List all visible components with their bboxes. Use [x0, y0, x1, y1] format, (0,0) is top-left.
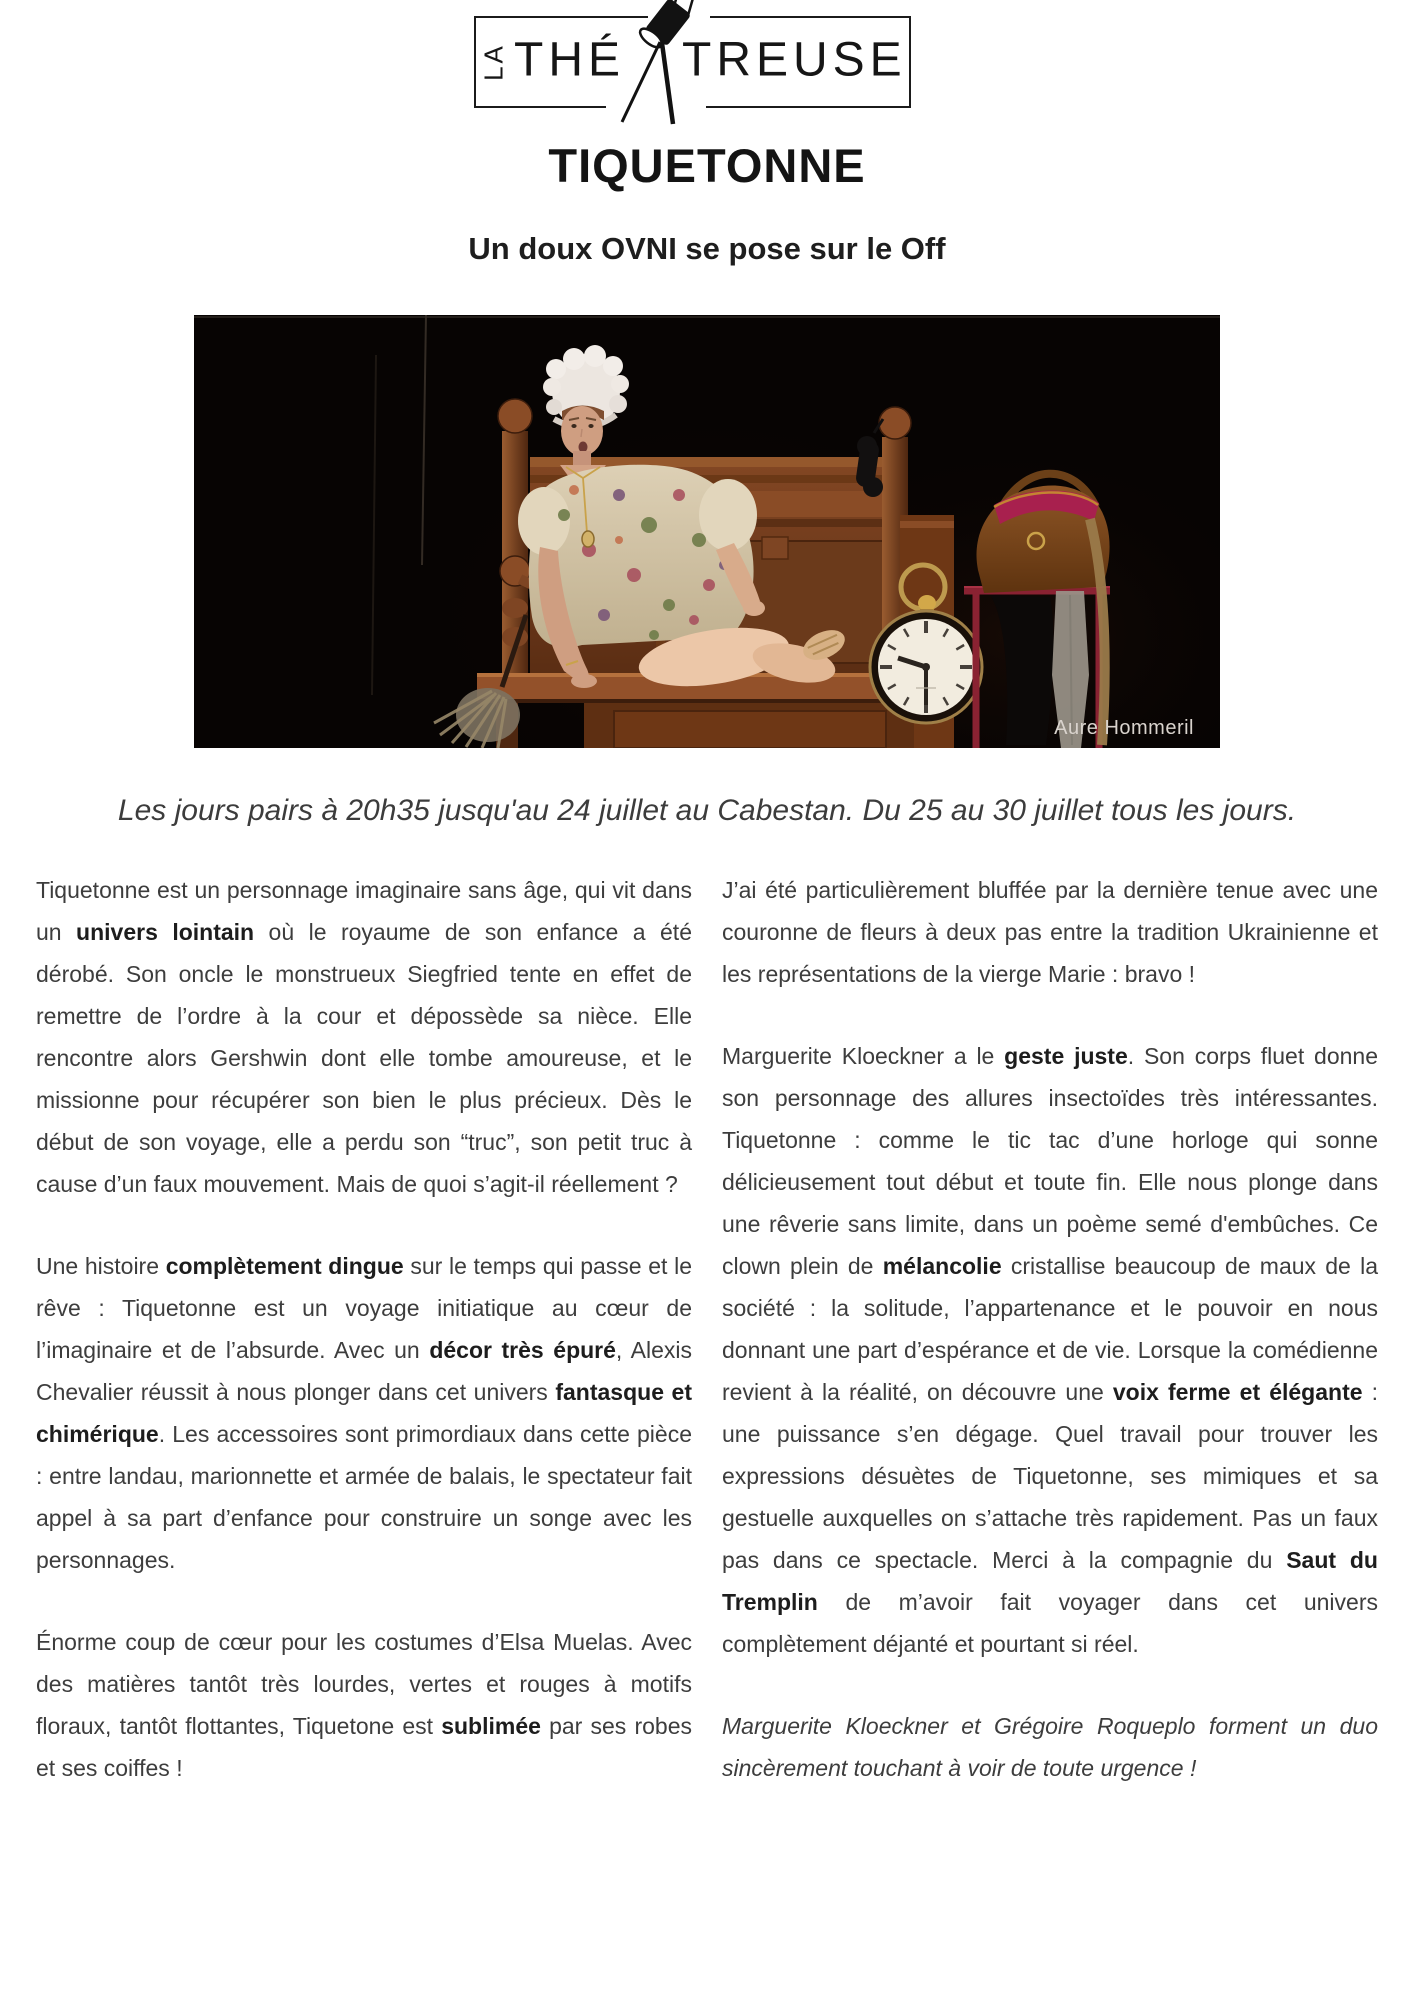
- logo-treuse-text: TREUSE: [682, 33, 907, 87]
- photo-credit: Aure Hommeril: [1054, 717, 1194, 739]
- logo-the-text: THÉ: [514, 33, 625, 87]
- logo-la-text: LA: [478, 43, 509, 81]
- paragraph: Une histoire complètement dingue sur le temps qui passe et le rêve : Tiquetonne est un voyage initiatique au cœur de l’imaginaire et de l’absurde. Avec un décor très épuré, Alexis Chevalier réussit à nous plonger dans cet univers fantasque et chimérique. Les accessoires sont primordiaux dans cette pièce : entre landau, marionnette et armée de balais, le spectateur fait appel à sa part d’enfance pour construire un songe avec les personnages.: [36, 1253, 692, 1573]
- show-photo: [194, 315, 1220, 748]
- spotlight-icon: [604, 0, 716, 132]
- article-body: [0, 869, 1414, 1789]
- paragraph: Marguerite Kloeckner a le geste juste. Son corps fluet donne son personnage des allures insectoïdes très intéressantes. Tiquetonne : comme le tic tac d’une horloge qui sonne délicieusement tout début et toute fin. Elle nous plonge dans une rêverie sans limite, dans un poème semé d'embûches. Ce clown plein de mélancolie cristallise beaucoup de maux de la société : la solitude, l’appartenance et le pouvoir en nous donnant une part d’espérance et de vie. Lorsque la comédienne revient à la réalité, on découvre une voix ferme et élégante : une puissance s’en dégage. Quel travail pour trouver les expressions désuètes de Tiquetonne, ses mimiques et sa gestuelle auxquelles on s’attache très rapidement. Pas un faux pas dans ce spectacle. Merci à la compagnie du Saut du Tremplin de m’avoir fait voyager dans cet univers complètement déjanté et pourtant si réel.: [722, 1043, 1379, 1657]
- stage-photo-scene: [194, 315, 1220, 748]
- right-column: [722, 869, 1378, 1789]
- page-title: TIQUETONNE: [548, 139, 866, 192]
- schedule-line: Les jours pairs à 20h35 jusqu'au 24 juillet au Cabestan. Du 25 au 30 juillet tous les jours.: [117, 794, 1297, 827]
- paragraph: Tiquetonne est un personnage imaginaire sans âge, qui vit dans un univers lointain où le royaume de son enfance a été dérobé. Son oncle le monstrueux Siegfried tente en effet de remettre de l’ordre à la cour et dépossède sa nièce. Elle rencontre alors Gershwin dont elle tombe amoureuse, et le missionne pour récupérer son bien le plus précieux. Dès le début de son voyage, elle a perdu son “truc”, son petit truc à cause d’un faux mouvement. Mais de quoi s’agit-il réellement ?: [36, 877, 692, 1197]
- paragraph: J’ai été particulièrement bluffée par la dernière tenue avec une couronne de fleurs à deux pas entre la tradition Ukrainienne et les représentations de la vierge Marie : bravo !: [722, 877, 1378, 987]
- left-column: [36, 869, 692, 1789]
- paragraph: Marguerite Kloeckner et Grégoire Roqueplo forment un duo sincèrement touchant à voir de toute urgence !: [722, 1713, 1378, 1781]
- la-theatreuse-logo: [474, 16, 911, 108]
- paragraph: Énorme coup de cœur pour les costumes d’Elsa Muelas. Avec des matières tantôt très lourdes, vertes et rouges à motifs floraux, tantôt flottantes, Tiquetone est sublimée par ses robes et ses coiffes !: [36, 1629, 692, 1781]
- article-subtitle: Un doux OVNI se pose sur le Off: [468, 231, 946, 266]
